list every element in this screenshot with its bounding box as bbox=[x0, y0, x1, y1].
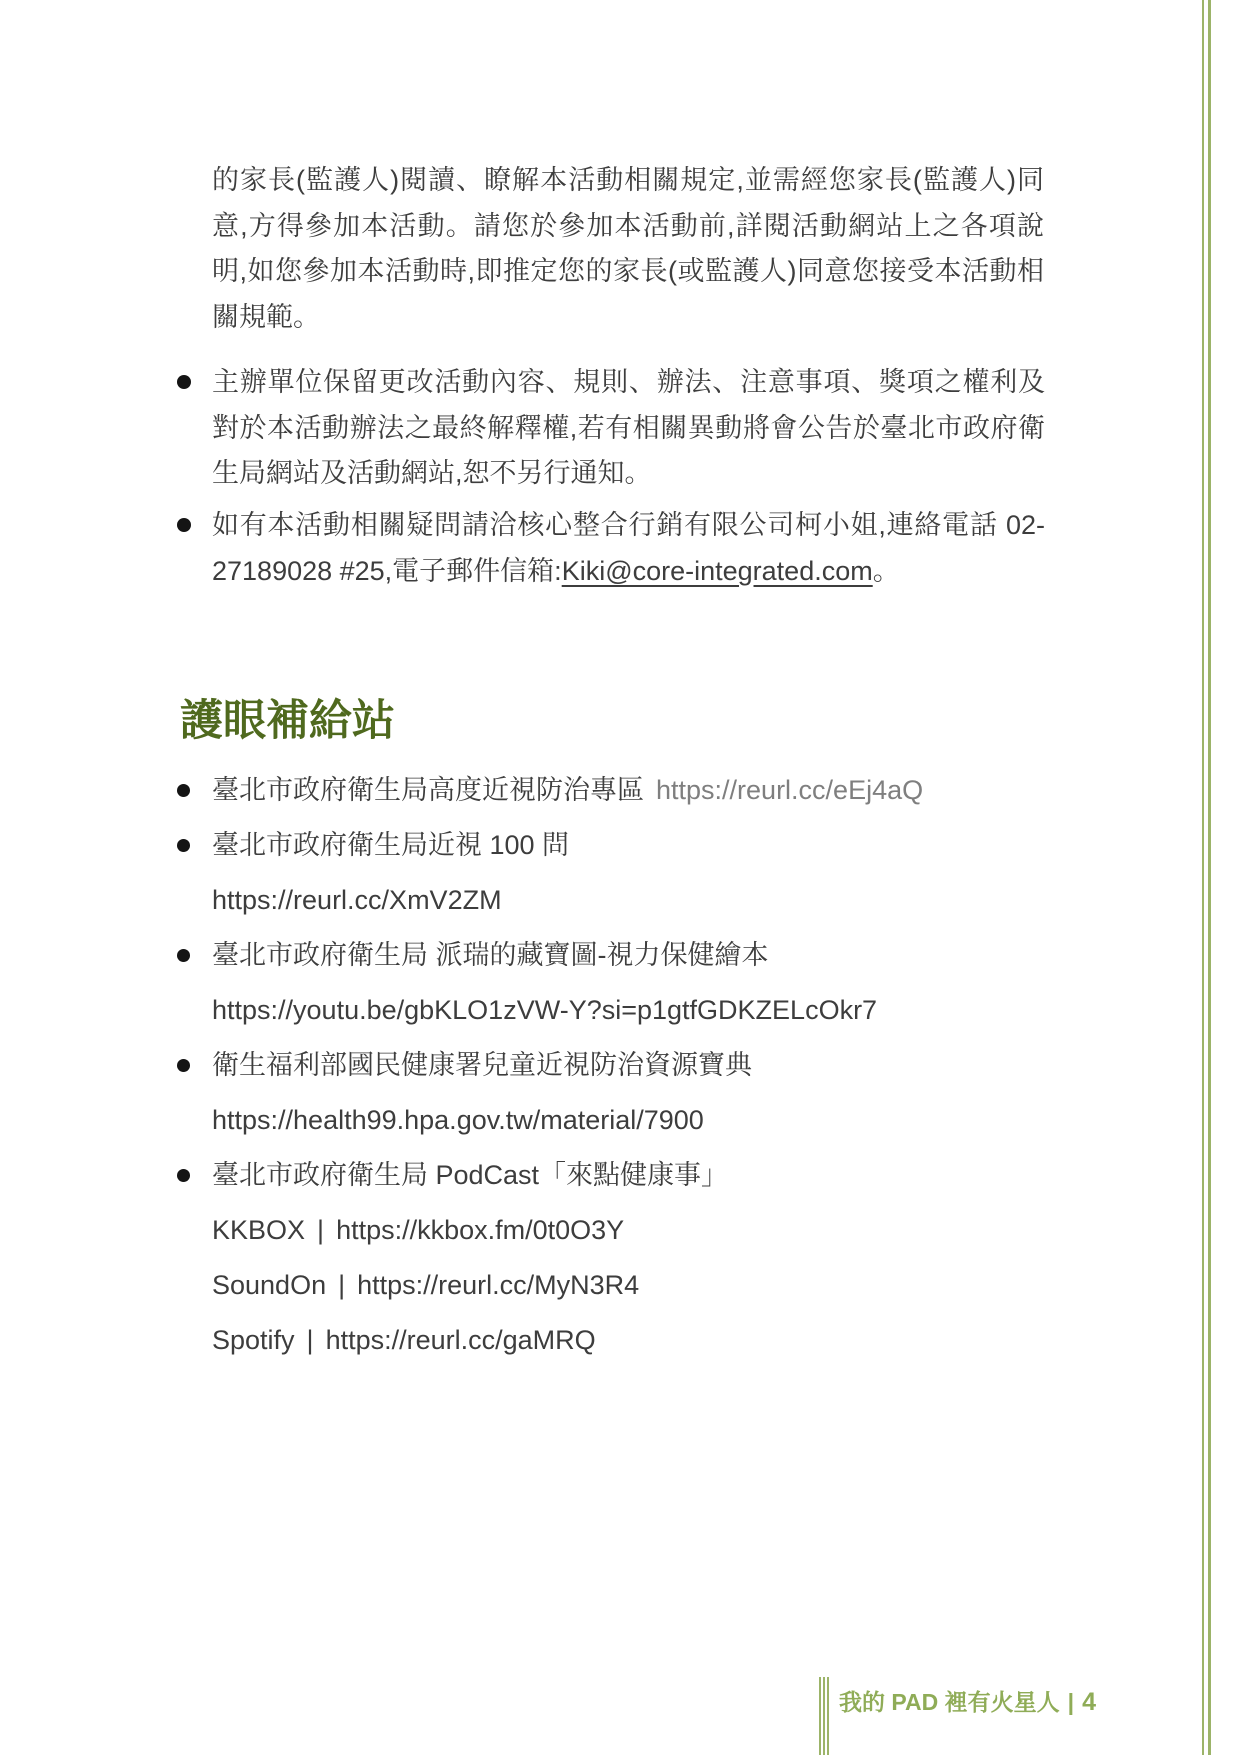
resource-url-link[interactable]: https://reurl.cc/eEj4aQ bbox=[656, 775, 924, 805]
resource-list bbox=[177, 763, 1107, 1368]
podcast-platform-line bbox=[177, 1258, 1107, 1313]
resource-list-item bbox=[177, 1148, 1107, 1203]
terms-bullet-text: 主辦單位保留更改活動內容、規則、辦法、注意事項、獎項之權利及對於本活動辦法之最終解釋權,若有相關異動將會公告於臺北市政府衛生局網站及活動網站,恕不另行通知。 bbox=[212, 367, 1045, 488]
bullet-icon bbox=[177, 375, 191, 389]
bullet-icon bbox=[177, 839, 190, 852]
platform-separator: | bbox=[317, 1215, 325, 1245]
resource-list-item bbox=[177, 818, 1107, 873]
resource-label: 臺北市政府衛生局近視 100 問 bbox=[212, 830, 570, 860]
resource-url-link[interactable]: https://youtu.be/gbKLO1zVW-Y?si=p1gtfGDKZELcOkr7 bbox=[212, 995, 878, 1025]
resource-label: 臺北市政府衛生局 派瑞的藏寶圖-視力保健繪本 bbox=[212, 940, 769, 970]
terms-bullet-item bbox=[177, 360, 1045, 497]
podcast-platform-line bbox=[177, 1203, 1107, 1258]
platform-name: SoundOn bbox=[212, 1270, 327, 1300]
terms-paragraph bbox=[212, 158, 1044, 340]
footer-title: 我的 PAD 裡有火星人 bbox=[839, 1689, 1060, 1715]
section-heading: 護眼補給站 bbox=[180, 696, 395, 745]
bullet-icon bbox=[177, 1169, 190, 1182]
resource-label: 衛生福利部國民健康署兒童近視防治資源寶典 bbox=[212, 1050, 752, 1080]
contact-text-suffix: 。 bbox=[872, 555, 900, 586]
resource-url-line bbox=[177, 873, 1107, 928]
bullet-icon bbox=[177, 1059, 190, 1072]
resource-url-line bbox=[177, 983, 1107, 1038]
footer-separator: | bbox=[1067, 1689, 1075, 1715]
bullet-icon bbox=[177, 784, 190, 797]
resource-url-link[interactable]: https://health99.hpa.gov.tw/material/7900 bbox=[212, 1105, 704, 1135]
page-border-line bbox=[1208, 0, 1211, 1755]
bullet-icon bbox=[177, 518, 191, 532]
page-border-line bbox=[1202, 0, 1204, 1755]
page-footer bbox=[839, 1684, 1096, 1717]
resource-url-link[interactable]: https://kkbox.fm/0t0O3Y bbox=[336, 1215, 625, 1245]
footer-accent-line bbox=[819, 1677, 821, 1755]
resource-url-line bbox=[177, 1093, 1107, 1148]
platform-name: Spotify bbox=[212, 1325, 295, 1355]
resource-label: 臺北市政府衛生局高度近視防治專區 bbox=[212, 775, 644, 805]
resource-url-link[interactable]: https://reurl.cc/XmV2ZM bbox=[212, 885, 502, 915]
resource-list-item bbox=[177, 1038, 1107, 1093]
email-link[interactable]: Kiki@core-integrated.com bbox=[561, 555, 873, 586]
footer-accent-lines bbox=[819, 1677, 829, 1755]
platform-separator: | bbox=[338, 1270, 346, 1300]
resource-list-item bbox=[177, 763, 1107, 818]
platform-name: KKBOX bbox=[212, 1215, 306, 1245]
platform-separator: | bbox=[306, 1325, 314, 1355]
resource-label: 臺北市政府衛生局 PodCast「來點健康事」 bbox=[212, 1160, 729, 1190]
terms-bullet-item bbox=[177, 503, 1045, 594]
resource-url-link[interactable]: https://reurl.cc/MyN3R4 bbox=[357, 1270, 640, 1300]
resource-list-item bbox=[177, 928, 1107, 983]
footer-accent-line bbox=[823, 1677, 825, 1755]
terms-paragraph-text: 的家長(監護人)閱讀、瞭解本活動相關規定,並需經您家長(監護人)同意,方得參加本活動。請您於參加本活動前,詳閱活動網站上之各項說明,如您參加本活動時,即推定您的家長(或監護人)同意您接受本活動相關規範。 bbox=[212, 165, 1044, 332]
terms-contact-text bbox=[212, 503, 1045, 594]
footer-page-number: 4 bbox=[1082, 1688, 1096, 1716]
bullet-icon bbox=[177, 949, 190, 962]
resource-url-link[interactable]: https://reurl.cc/gaMRQ bbox=[325, 1325, 596, 1355]
footer-accent-line bbox=[827, 1677, 829, 1755]
contact-text-prefix: 如有本活動相關疑問請洽核心整合行銷有限公司柯小姐,連絡電話 02-27189028 #25,電子郵件信箱: bbox=[212, 510, 1045, 586]
podcast-platform-line bbox=[177, 1313, 1107, 1368]
